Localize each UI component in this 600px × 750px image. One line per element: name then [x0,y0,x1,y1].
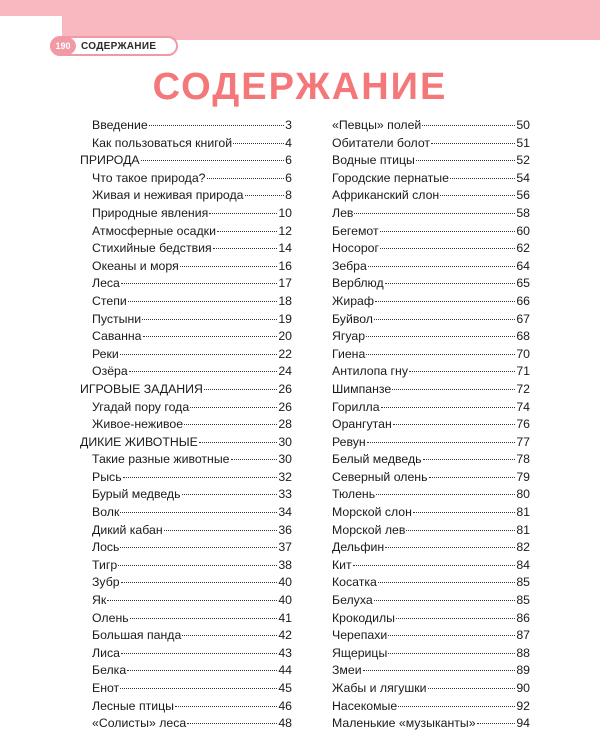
toc-entry-title: Кит [332,557,352,572]
toc-entry [80,312,292,330]
toc-entry [80,470,292,488]
toc-entry-page: 28 [278,417,292,432]
dot-leader [353,565,516,566]
toc-entry [80,558,292,576]
toc-entry-title: Шимпанзе [332,381,392,396]
toc-entry-page: 3 [285,118,292,132]
toc-entry-page: 26 [278,381,292,396]
toc-entry [332,523,530,541]
toc-entry-page: 86 [516,610,530,625]
toc-entry-title: Бурый медведь [92,487,181,502]
toc-entry [80,171,292,189]
dot-leader [416,160,515,161]
dot-leader [121,283,277,284]
toc-entry-page: 32 [278,469,292,484]
dot-leader [141,160,285,161]
dot-leader [129,371,278,372]
toc-entry-title: Введение [92,118,148,132]
toc-entry-title: Бегемот [332,223,379,238]
toc-entry [80,294,292,312]
dot-leader [423,459,516,460]
toc-entry-title: Енот [92,681,120,695]
toc-entry-title: Стихийные бедствия [92,241,212,256]
toc-entry [332,417,530,435]
toc-entry-page: 45 [278,681,292,695]
toc-entry-title: Ревун [332,434,366,449]
toc-entry-title: Городские пернатые [332,170,449,185]
dot-leader [409,371,515,372]
dot-leader [477,723,516,724]
dot-leader [374,319,515,320]
toc-entry [80,699,292,717]
dot-leader [388,635,515,636]
dot-leader [120,547,277,548]
toc-entry [80,681,292,699]
toc-entry-page: 79 [516,469,530,484]
toc-entry-page: 40 [278,575,292,590]
dot-leader [429,477,516,478]
toc-entry-title: Как пользоваться книгой [92,135,233,150]
toc-entry-title: Белуха [332,593,373,608]
toc-entry [332,206,530,224]
dot-leader [217,231,277,232]
toc-entry-page: 10 [278,205,292,220]
toc-entry-page: 52 [516,153,530,168]
toc-entry-title: Буйвол [332,311,373,326]
dot-leader [107,600,277,601]
toc-entry [80,540,292,558]
section-header-pill [50,36,178,56]
dot-leader [120,354,278,355]
toc-entry-page: 58 [516,205,530,220]
toc-entry-page: 78 [516,452,530,467]
toc-entry-title: Дельфин [332,540,385,555]
toc-entry-title: ПРИРОДА [80,153,140,168]
toc-entry-title: Природные явления [92,205,209,220]
dot-leader [199,442,277,443]
toc-entry-title: Морской слон [332,505,412,520]
toc-entry [332,312,530,330]
toc-entry-page: 37 [278,540,292,555]
toc-entry-page: 72 [516,381,530,396]
toc-entry-title: Верблюд [332,276,384,291]
toc-entry [332,188,530,206]
toc-entry-title: Морской лев [332,522,406,537]
dot-leader [245,195,285,196]
toc-entry-title: Тигр [92,557,118,572]
header-band [0,0,600,40]
toc-entry-title: Косатка [332,575,377,590]
toc-entry-page: 42 [278,628,292,643]
dot-leader [121,582,278,583]
toc-entry-title: Белый медведь [332,452,422,467]
toc-entry-page: 26 [278,399,292,414]
dot-leader [204,389,277,390]
toc-entry-title: Рысь [92,469,122,484]
toc-entry-page: 20 [278,329,292,344]
toc-entry-title: Насекомые [332,698,398,713]
toc-entry-title: Волк [92,505,120,520]
toc-entry-title: Угадай пору года [92,399,190,414]
toc-entry [332,276,530,294]
dot-leader [187,723,277,724]
toc-entry-page: 6 [285,170,292,185]
toc-entry-page: 88 [516,645,530,660]
toc-entry-title: Африканский слон [332,188,440,203]
toc-entry-title: Лесные птицы [92,698,174,713]
toc-entry [332,575,530,593]
toc-entry-title: Живая и неживая природа [92,188,244,203]
toc-entry-title: Живое-неживое [92,417,184,432]
dot-leader [190,407,277,408]
toc-entry-page: 17 [278,276,292,291]
dot-leader [396,618,515,619]
toc-entry-page: 14 [278,241,292,256]
toc-entry-title: Маленькие «музыканты» [332,716,476,731]
toc-entry-title: Черепахи [332,628,388,643]
toc-entry-page: 70 [516,346,530,361]
dot-leader [128,301,278,302]
toc-entry [80,611,292,629]
toc-entry-title: Жабы и лягушки [332,681,427,695]
toc-entry [80,329,292,347]
section-label: СОДЕРЖАНИЕ [81,40,157,52]
toc-entry-page: 6 [285,153,292,168]
toc-entry-title: Зебра [332,258,367,273]
toc-entry-title: Лев [332,205,354,220]
toc-entry-page: 67 [516,311,530,326]
page-title: СОДЕРЖАНИЕ [152,66,448,108]
toc-entry-title: Саванна [92,329,142,344]
toc-entry-page: 24 [278,364,292,379]
toc-entry [332,118,530,136]
toc-entry [332,558,530,576]
toc-entry [80,347,292,365]
toc-entry-title: Такие разные животные [92,452,230,467]
toc-entry [332,400,530,418]
toc-entry [332,646,530,664]
toc-entry [332,663,530,681]
toc-entry [80,153,292,171]
toc-entry-title: Жираф [332,293,375,308]
toc-entry-title: Олень [92,610,129,625]
dot-leader [431,143,515,144]
dot-leader [374,600,516,601]
toc-entry-title: Лиса [92,645,120,660]
dot-leader [388,653,515,654]
toc-entry [80,417,292,435]
toc-entry-page: 71 [516,364,530,379]
dot-leader [180,266,278,267]
toc-entry [332,681,530,699]
toc-entry [332,611,530,629]
dot-leader [182,494,278,495]
toc-entry-page: 22 [278,346,292,361]
toc-entry-page: 34 [278,505,292,520]
toc-entry [332,716,530,734]
dot-leader [209,213,277,214]
dot-leader [367,442,516,443]
dot-leader [376,494,515,495]
toc-entry-page: 33 [278,487,292,502]
toc-entry-title: «Солисты» леса [92,716,187,731]
toc-entry-title: «Певцы» полей [332,118,422,132]
toc-entry-title: Крокодилы [332,610,395,625]
dot-leader [381,407,516,408]
toc-entry-page: 30 [278,434,292,449]
toc-entry [80,487,292,505]
toc-entry-title: Обитатели болот [332,135,431,150]
toc-entry-page: 44 [278,663,292,678]
dot-leader [120,512,277,513]
dot-leader [406,530,515,531]
toc-entry-page: 85 [516,593,530,608]
toc-entry-title: Северный олень [332,469,428,484]
toc-entry-title: Дикий кабан [92,522,163,537]
dot-leader [366,354,515,355]
toc-entry-page: 48 [278,716,292,731]
toc-entry-page: 4 [285,135,292,150]
toc-entry [80,382,292,400]
dot-leader [118,565,277,566]
toc-entry-page: 90 [516,681,530,695]
toc-entry [80,136,292,154]
toc-entry-title: Пустыни [92,311,142,326]
toc-entry [80,435,292,453]
toc-entry-page: 81 [516,522,530,537]
toc-entry-page: 56 [516,188,530,203]
toc-entry [332,171,530,189]
toc-entry-page: 66 [516,293,530,308]
dot-leader [123,477,278,478]
toc-entry [80,523,292,541]
toc-entry [80,276,292,294]
toc-entry [80,364,292,382]
toc-column-right [332,118,530,734]
toc-entry-title: Тюлень [332,487,376,502]
toc-entry-page: 92 [516,698,530,713]
dot-leader [213,248,278,249]
toc-entry [80,663,292,681]
toc-entry [332,329,530,347]
toc-entry [332,540,530,558]
dot-leader [366,336,515,337]
toc-entry-title: Лось [92,540,120,555]
toc-entry [80,575,292,593]
dot-leader [398,706,515,707]
toc-entry-title: Водные птицы [332,153,415,168]
dot-leader [121,653,277,654]
toc-entry-title: Змеи [332,663,362,678]
toc-entry-title: Ягуар [332,329,366,344]
toc-entry-page: 68 [516,329,530,344]
toc-entry-title: Белка [92,663,127,678]
toc-entry [332,224,530,242]
toc-entry-title: ДИКИЕ ЖИВОТНЫЕ [80,434,198,449]
toc-entry [332,382,530,400]
toc-entry [332,435,530,453]
toc-entry-title: Реки [92,346,119,361]
toc-column-left [80,118,292,734]
dot-leader [127,670,277,671]
toc-entry [332,487,530,505]
toc-entry-title: Носорог [332,241,380,256]
toc-entry-page: 50 [516,118,530,132]
page-number-badge: 190 [50,36,76,56]
toc-entry-page: 43 [278,645,292,660]
dot-leader [392,389,515,390]
toc-entry [80,593,292,611]
toc-entry-page: 85 [516,575,530,590]
dot-leader [380,248,515,249]
dot-leader [385,283,516,284]
toc-entry-page: 87 [516,628,530,643]
dot-leader [385,547,515,548]
toc-entry-title: Орангутан [332,417,392,432]
dot-leader [143,336,278,337]
toc-entry [80,188,292,206]
toc-entry-page: 82 [516,540,530,555]
toc-entry [80,118,292,136]
toc-entry [332,452,530,470]
toc-entry-title: Горилла [332,399,380,414]
toc-entry-page: 40 [278,593,292,608]
dot-leader [422,125,515,126]
toc-entry-page: 74 [516,399,530,414]
toc-entry-page: 18 [278,293,292,308]
toc-entry-page: 30 [278,452,292,467]
dot-leader [149,125,284,126]
dot-leader [142,319,277,320]
toc-entry-page: 54 [516,170,530,185]
toc-entry-title: ИГРОВЫЕ ЗАДАНИЯ [80,381,203,396]
dot-leader [393,424,516,425]
dot-leader [233,143,284,144]
toc-entry-title: Гиена [332,346,366,361]
dot-leader [380,231,516,232]
dot-leader [378,582,515,583]
toc-entry-page: 46 [278,698,292,713]
toc-entry-title: Степи [92,293,127,308]
toc-entry-page: 16 [278,258,292,273]
toc-entry [332,364,530,382]
toc-entry-title: Большая панда [92,628,182,643]
toc-entry [332,628,530,646]
dot-leader [440,195,515,196]
header-band-notch [0,16,62,40]
toc-entry-page: 41 [278,610,292,625]
dot-leader [450,178,515,179]
toc-entry-title: Антилопа гну [332,364,408,379]
toc-entry-page: 81 [516,505,530,520]
toc-entry [80,400,292,418]
toc-entry [332,470,530,488]
dot-leader [363,670,516,671]
dot-leader [368,266,515,267]
dot-leader [184,424,277,425]
toc-entry-page: 62 [516,241,530,256]
toc-entry [80,628,292,646]
toc-entry-page: 84 [516,557,530,572]
dot-leader [375,301,515,302]
toc-entry [80,452,292,470]
toc-entry [80,224,292,242]
toc-entry-page: 8 [285,188,292,203]
dot-leader [207,178,285,179]
toc-entry [332,241,530,259]
toc-entry-page: 80 [516,487,530,502]
toc-entry [80,646,292,664]
toc-entry-page: 38 [278,557,292,572]
toc-entry-page: 76 [516,417,530,432]
toc-entry-title: Леса [92,276,120,291]
toc-entry-title: Ящерицы [332,645,388,660]
toc-entry-page: 51 [516,135,530,150]
toc-entry [332,294,530,312]
dot-leader [182,635,277,636]
toc-entry-page: 36 [278,522,292,537]
dot-leader [413,512,515,513]
toc-entry-page: 12 [278,223,292,238]
toc-entry [80,206,292,224]
dot-leader [428,688,516,689]
toc-entry-page: 19 [278,311,292,326]
toc-entry-page: 94 [516,716,530,731]
toc-entry [332,259,530,277]
dot-leader [231,459,278,460]
toc-entry-page: 60 [516,223,530,238]
toc-entry [332,699,530,717]
toc-entry [80,505,292,523]
toc-entry-page: 77 [516,434,530,449]
toc-entry-page: 65 [516,276,530,291]
toc-entry-page: 64 [516,258,530,273]
toc-entry-title: Что такое природа? [92,170,206,185]
toc-entry [332,347,530,365]
toc-entry-title: Озёра [92,364,128,379]
toc-entry-title: Як [92,593,107,608]
toc-entry [332,153,530,171]
toc-entry [332,593,530,611]
toc-entry [332,505,530,523]
toc-entry [80,259,292,277]
dot-leader [120,688,277,689]
dot-leader [130,618,278,619]
toc-entry [332,136,530,154]
toc-entry-title: Зубр [92,575,120,590]
dot-leader [175,706,277,707]
toc-entry-page: 89 [516,663,530,678]
dot-leader [354,213,515,214]
toc-entry [80,716,292,734]
toc-entry [80,241,292,259]
toc-entry-title: Атмосферные осадки [92,223,216,238]
dot-leader [164,530,278,531]
toc-entry-title: Океаны и моря [92,258,179,273]
